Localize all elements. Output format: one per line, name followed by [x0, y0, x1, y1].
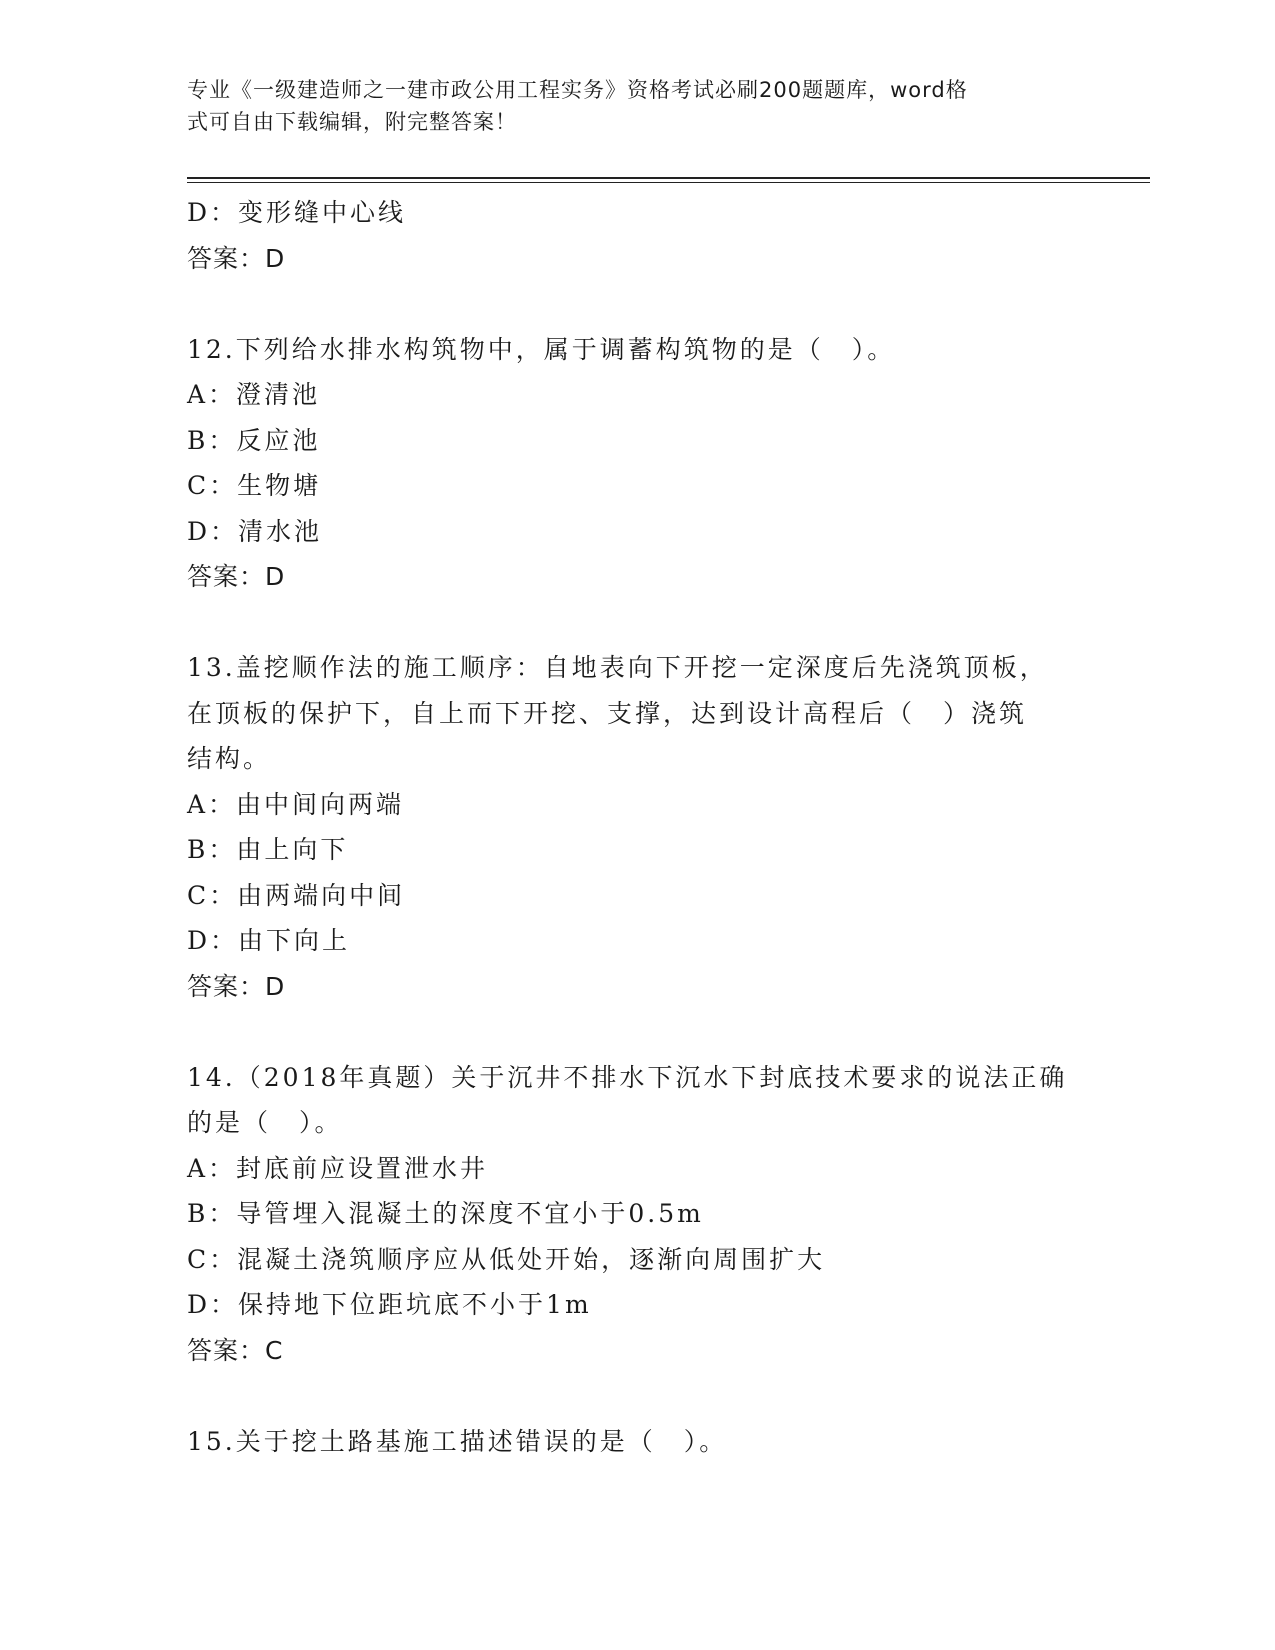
option-d: D：保持地下位距坑底不小于1m [187, 1290, 592, 1319]
question-stem [187, 645, 1087, 782]
question-stem [187, 1055, 1087, 1146]
header-rule-thin [187, 182, 1150, 183]
spacer [187, 1009, 1087, 1055]
option-a: A：澄清池 [187, 380, 321, 409]
question-list [187, 190, 1087, 1464]
option-c: C：混凝土浇筑顺序应从低处开始，逐渐向周围扩大 [187, 1244, 826, 1274]
question-14 [187, 1055, 1087, 1374]
header-line-1: 专业《一级建造师之一建市政公用工程实务》资格考试必刷200题题库，word格 [187, 78, 968, 102]
stem-line: 14.（2018年真题）关于沉井不排水下沉水下封底技术要求的说法正确 [187, 1062, 1068, 1092]
stem-line: 15.关于挖土路基施工描述错误的是（ ）。 [187, 1426, 728, 1456]
stem-line: 结构。 [187, 744, 272, 773]
answer: 答案：C [187, 1335, 284, 1365]
option-b: B：导管埋入混凝土的深度不宜小于0.5m [187, 1199, 704, 1228]
spacer [187, 600, 1087, 646]
answer: 答案：D [187, 243, 286, 273]
question-stem [187, 1419, 1087, 1465]
question-15 [187, 1419, 1087, 1465]
document-header [187, 74, 1067, 138]
answer: 答案：D [187, 562, 286, 591]
option-d: D：变形缝中心线 [187, 198, 407, 227]
header-line-2: 式可自由下载编辑，附完整答案！ [187, 110, 517, 134]
stem-line: 的是（ ）。 [187, 1108, 343, 1137]
spacer [187, 1373, 1087, 1419]
stem-line: 13.盖挖顺作法的施工顺序：自地表向下开挖一定深度后先浇筑顶板， [187, 653, 1048, 682]
option-a: A：由中间向两端 [187, 789, 405, 819]
option-a: A：封底前应设置泄水井 [187, 1153, 489, 1183]
option-c: C：生物塘 [187, 471, 322, 500]
option-d: D：由下向上 [187, 926, 351, 955]
question-12 [187, 327, 1087, 600]
spacer [187, 281, 1087, 327]
question-stem [187, 327, 1087, 373]
stem-line: 在顶板的保护下，自上而下开挖、支撑，达到设计高程后（ ）浇筑 [187, 698, 1028, 728]
question-13 [187, 645, 1087, 1009]
option-c: C：由两端向中间 [187, 880, 406, 910]
option-b: B：反应池 [187, 425, 321, 455]
option-b: B：由上向下 [187, 835, 349, 864]
stem-line: 12.下列给水排水构筑物中，属于调蓄构筑物的是（ ）。 [187, 334, 896, 364]
answer: 答案：D [187, 971, 286, 1001]
header-rule-thick [187, 177, 1150, 179]
option-d: D：清水池 [187, 516, 323, 546]
